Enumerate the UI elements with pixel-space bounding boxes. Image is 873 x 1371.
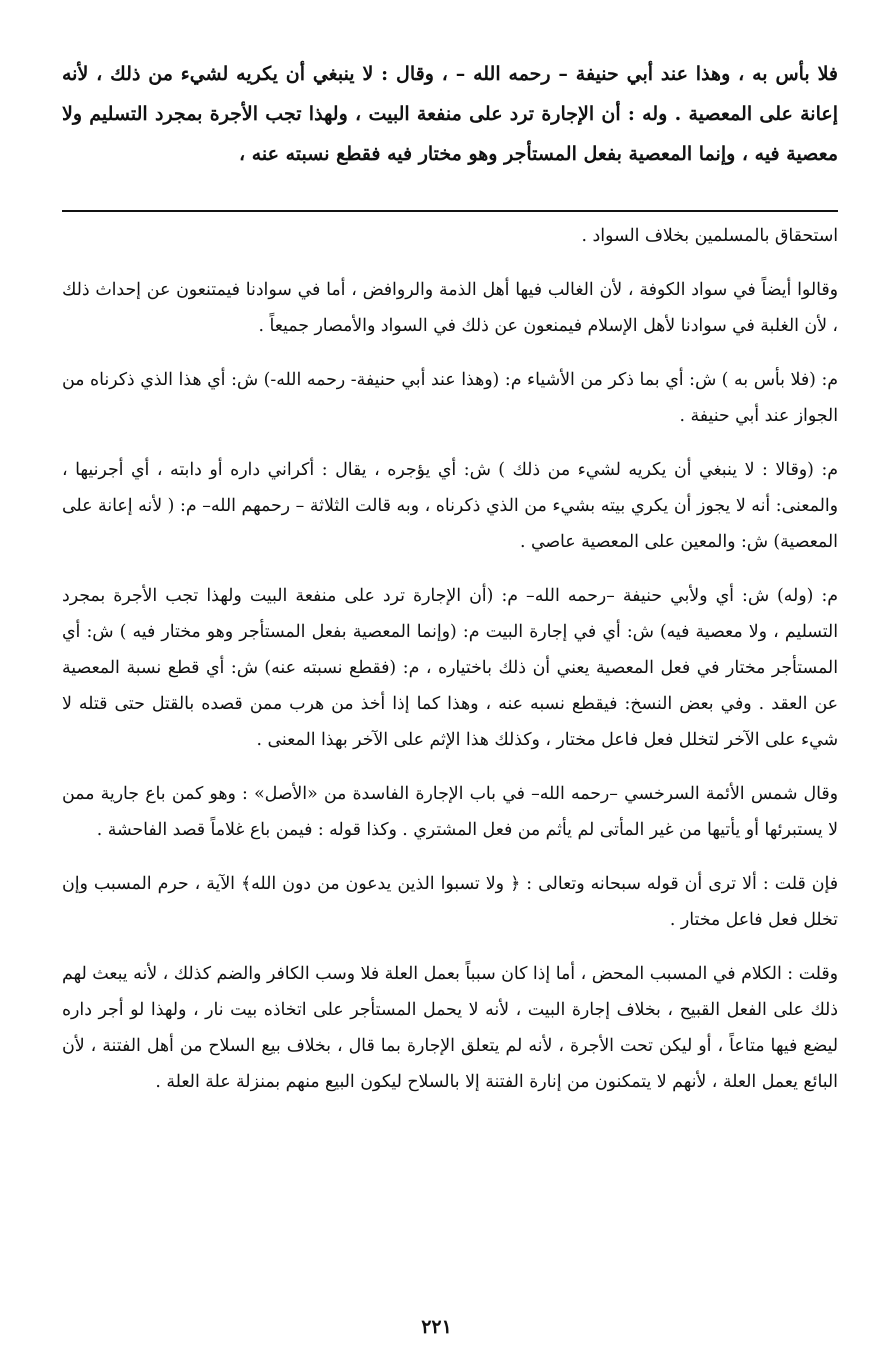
page-number: ٢٢١ <box>421 1316 452 1338</box>
commentary-paragraph-6: وقال شمس الأئمة السرخسي –رحمه الله– في باب الإجارة الفاسدة من «الأصل» : وهو كمن باع جارية ممن لا يستبرئها أو يأتيها من غير المأتى لم يأثم من فعل المشتري . وكذا قوله : فيمن باع غلاماً قصد الفاحشة . <box>62 784 838 840</box>
separator-rule <box>62 210 838 212</box>
commentary-paragraph-5: م: (وله) ش: أي ولأبي حنيفة –رحمه الله– م: (أن الإجارة ترد على منفعة البيت ولهذا تجب الأجرة بمجرد التسليم ، ولا معصية فيه) ش: أي في إجارة البيت م: (وإنما المعصية بفعل المستأجر وهو مختار فيه ) ش: أي المستأجر مختار في فعل المعصية يعني أن ذلك باختياره ، م: (فقطع نسبته عنه) ش: أي قطع نسبة المعصية عن العقد . وفي بعض النسخ: فيقطع نسبه عنه ، وهذا كما إذا أخذ من هرب ممن قصده بالقتل حتى قتله لا شيء على الآخر لتخلل فعل فاعل مختار ، وكذلك هذا الإثم على الآخر بهذا المعنى . <box>62 586 838 750</box>
commentary-paragraph-3: م: (فلا بأس به ) ش: أي بما ذكر من الأشياء م: (وهذا عند أبي حنيفة- رحمه الله-) ش: أي هذا الذي ذكرناه من الجواز عند أبي حنيفة . <box>62 370 838 426</box>
commentary-paragraph-4: م: (وقالا : لا ينبغي أن يكريه لشيء من ذلك ) ش: أي يؤجره ، يقال : أكراني داره أو دابته ، أي أجرنيها ، والمعنى: أنه لا يجوز أن يكري بيته بشيء من الذي ذكرناه ، وبه قالت الثلاثة – رحمهم الله– م: ( لأنه إعانة على المعصية) ش: والمعين على المعصية عاصي . <box>62 460 838 552</box>
commentary-paragraph-7: فإن قلت : ألا ترى أن قوله سبحانه وتعالى : ﴿ ولا تسبوا الذين يدعون من دون الله﴾ الآية ، حرم المسبب وإن تخلل فعل فاعل مختار . <box>62 874 838 930</box>
commentary-paragraph-8: وقلت : الكلام في المسبب المحض ، أما إذا كان سبباً بعمل العلة فلا وسب الكافر والضم كذلك ، لأنه يبعث لهم ذلك على الفعل القبيح ، بخلاف إجارة البيت ، لأنه لا يحمل المستأجر على اتخاذه بيت نار ، ولهذا لو أجر داره ليضع فيها متاعاً ، أو ليكن تحت الأجرة ، لأنه لم يتعلق الإجارة بما قال ، بخلاف بيع السلاح من أهل الفتنة ، لأن البائع يعمل العلة ، لأنهم لا يتمكنون من إنارة الفتنة إلا بالسلاح ليكون البيع منهم بمنزلة علة العلة . <box>62 964 838 1092</box>
main-text: فلا بأس به ، وهذا عند أبي حنيفة – رحمه الله – ، وقال : لا ينبغي أن يكريه لشيء من ذلك ، لأنه إعانة على المعصية . وله : أن الإجارة ترد على منفعة البيت ، ولهذا تجب الأجرة بمجرد التسليم ولا معصية فيه ، وإنما المعصية بفعل المستأجر وهو مختار فيه فقطع نسبته عنه ، <box>62 63 838 165</box>
commentary-paragraph-2: وقالوا أيضاً في سواد الكوفة ، لأن الغالب فيها أهل الذمة والروافض ، أما في سوادنا فيمتنعون عن إحداث ذلك ، لأن الغلبة في سوادنا لأهل الإسلام فيمنعون عن ذلك في السواد والأمصار جميعاً . <box>62 280 838 336</box>
page <box>62 54 838 1354</box>
commentary-paragraph-1: استحقاق بالمسلمين بخلاف السواد . <box>581 226 838 246</box>
